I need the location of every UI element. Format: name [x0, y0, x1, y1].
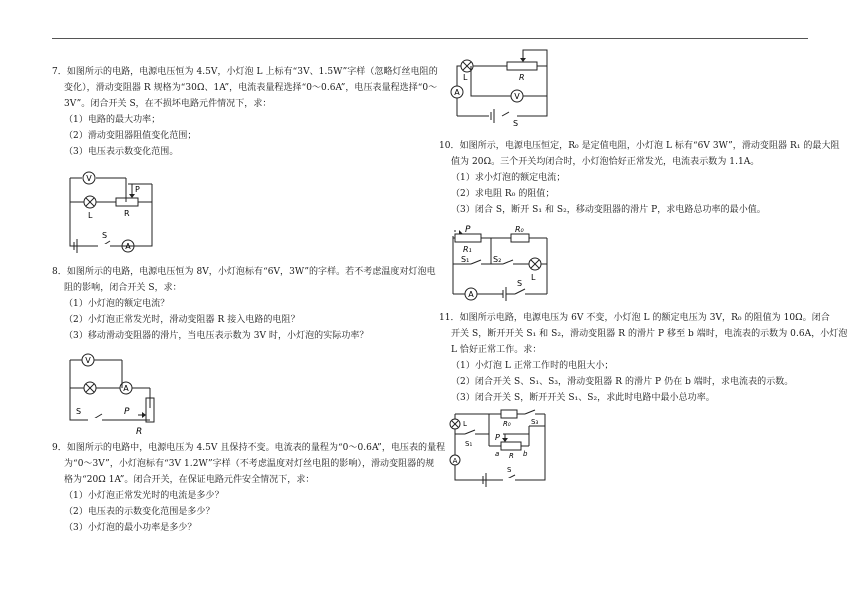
q11-part-2: （2）闭合开关 S、S₁、S₃，滑动变阻器 R 的滑片 P 仍在 b 端时，求电流表的示数。: [451, 377, 794, 387]
q8-line-1: 8．如图所示的电路，电源电压恒为 8V，小灯泡标有“6V，3W”的字样。若不考虑温度对灯泡电: [52, 267, 436, 277]
q11-line-3: L 恰好正常工作。求：: [451, 345, 542, 355]
header-rule: [52, 38, 808, 39]
q8-fig-a: A: [123, 384, 129, 393]
q11-line-1: 11．如图所示电路，电源电压为 6V 不变，小灯泡 L 的额定电压为 3V，R₀ 的阻值为 10Ω。闭合: [439, 313, 830, 323]
q8-line-2: 阻的影响，闭合开关 S，求：: [64, 283, 182, 293]
q10-fig-s: S: [517, 279, 523, 288]
q10-line-1: 10．如图所示，电源电压恒定，R₀ 是定值电阻，小灯泡 L 标有“6V 3W”，滑动变阻器 R₁ 的最大阻: [439, 141, 840, 151]
q8-fig-p: P: [124, 407, 130, 417]
q11-line-2: 开关 S，断开开关 S₁ 和 S₂，滑动变阻器 R 的滑片 P 移至 b 端时，电流表的示数为 0.6A，小灯泡: [451, 329, 848, 339]
q9-line-1: 9．如图所示的电路中，电源电压为 4.5V 且保持不变。电流表的量程为“0～0.6A”，电压表的量程: [52, 443, 446, 453]
q9-fig-a: A: [454, 88, 460, 97]
q11-fig-a-end: a: [495, 450, 500, 458]
q10-part-1: （1）求小灯泡的额定电流；: [451, 173, 566, 183]
q7-line-3: 3V”。闭合开关 S，在不损坏电路元件情况下，求：: [64, 99, 272, 109]
q11-part-3: （3）闭合开关 S，断开开关 S₁、S₂，求此时电路中最小总功率。: [451, 393, 715, 403]
q11-fig-r: R: [509, 452, 514, 460]
q8-fig-v: V: [85, 356, 91, 365]
q10-line-2: 值为 20Ω。三个开关均闭合时，小灯泡恰好正常发光，电流表示数为 1.1A。: [451, 157, 760, 167]
q9-slider-arrow-icon: [520, 58, 526, 62]
q10-fig-r0: R₀: [515, 225, 524, 234]
q11-fig-b-end: b: [523, 450, 528, 458]
q10-part-2: （2）求电阻 R₀ 的阻值；: [451, 189, 555, 199]
q9-part-3: （3）小灯泡的最小功率是多少？: [64, 523, 197, 533]
q8-part-1: （1）小灯泡的额定电流？: [64, 299, 170, 309]
q10-fig-s1: S₁: [461, 255, 470, 264]
q9-fig-v: V: [514, 92, 520, 101]
q11-fig-l: L: [463, 420, 467, 428]
q11-fig-s: S: [507, 466, 512, 474]
q9-line-2: 为“0～3V”，小灯泡标有“3V 1.2W”字样（不考虑温度对灯丝电阻的影响），滑动变阻器的规: [64, 459, 435, 469]
q7-fig-v: V: [86, 174, 92, 183]
q11-slider-arrow-icon: [502, 438, 508, 442]
q10-fig-a: A: [468, 290, 474, 299]
q9-fig-s: S: [513, 119, 519, 126]
q7-part-2: （2）滑动变阻器阻值变化范围；: [64, 131, 197, 141]
q7-circuit-diagram: [62, 168, 162, 258]
q11-fig-s1: S₁: [465, 440, 473, 448]
q11-fig-a: A: [452, 457, 458, 465]
q7-part-1: （1）电路的最大功率；: [64, 115, 161, 125]
q10-fig-l: L: [531, 273, 536, 282]
q7-fig-p: P: [135, 185, 140, 194]
q10-slider-arrow-icon: [459, 230, 463, 234]
q10-fig-p: P: [465, 225, 471, 235]
q11-fig-r0: R₀: [503, 420, 511, 428]
q9-circuit-diagram: [447, 42, 557, 126]
q9-fig-l: L: [463, 73, 468, 82]
q10-fig-r1: R₁: [463, 245, 472, 254]
q7-fig-s: S: [102, 231, 108, 240]
q10-circuit-diagram: [445, 222, 555, 304]
q7-slider-arrow-icon: [129, 194, 135, 198]
q10-part-3: （3）闭合 S，断开 S₁ 和 S₂，移动变阻器的滑片 P，求电路总功率的最小值。: [451, 205, 766, 215]
q8-fig-s: S: [76, 407, 82, 416]
q8-circuit-diagram: [62, 350, 162, 440]
q8-part-3: （3）移动滑动变阻器的滑片，当电压表示数为 3V 时，小灯泡的实际功率？: [64, 331, 369, 341]
q11-fig-s3: S₃: [531, 418, 539, 426]
q9-fig-r: R: [519, 73, 525, 82]
q8-part-2: （2）小灯泡正常发光时，滑动变阻器 R 接入电路的电阻？: [64, 315, 300, 325]
q11-circuit-diagram: [445, 408, 555, 488]
q7-fig-l: L: [88, 211, 93, 220]
q7-fig-a: A: [125, 242, 131, 251]
q9-part-2: （2）电压表的示数变化范围是多少？: [64, 507, 215, 517]
q7-line-2: 变化），滑动变阻器 R 规格为“30Ω、1A”，电流表量程选择“0～0.6A”，电压表量程选择“0～: [64, 83, 438, 93]
q7-fig-r: R: [124, 209, 130, 218]
q7-line-1: 7．如图所示的电路，电源电压恒为 4.5V，小灯泡 L 上标有“3V、1.5W”字样（忽略灯丝电阻的: [52, 67, 438, 77]
q9-line-3: 格为“20Ω 1A”。闭合开关，在保证电路元件安全情况下，求：: [64, 475, 315, 485]
q9-part-1: （1）小灯泡正常发光时的电流是多少？: [64, 491, 224, 501]
q8-slider-arrow-icon: [142, 412, 146, 418]
q8-fig-r: R: [136, 427, 143, 437]
q7-part-3: （3）电压表示数变化范围。: [64, 147, 179, 157]
q11-fig-p: P: [495, 433, 500, 442]
q11-part-1: （1）小灯泡 L 正常工作时的电阻大小；: [451, 361, 614, 371]
q10-fig-s2: S₂: [493, 255, 502, 264]
